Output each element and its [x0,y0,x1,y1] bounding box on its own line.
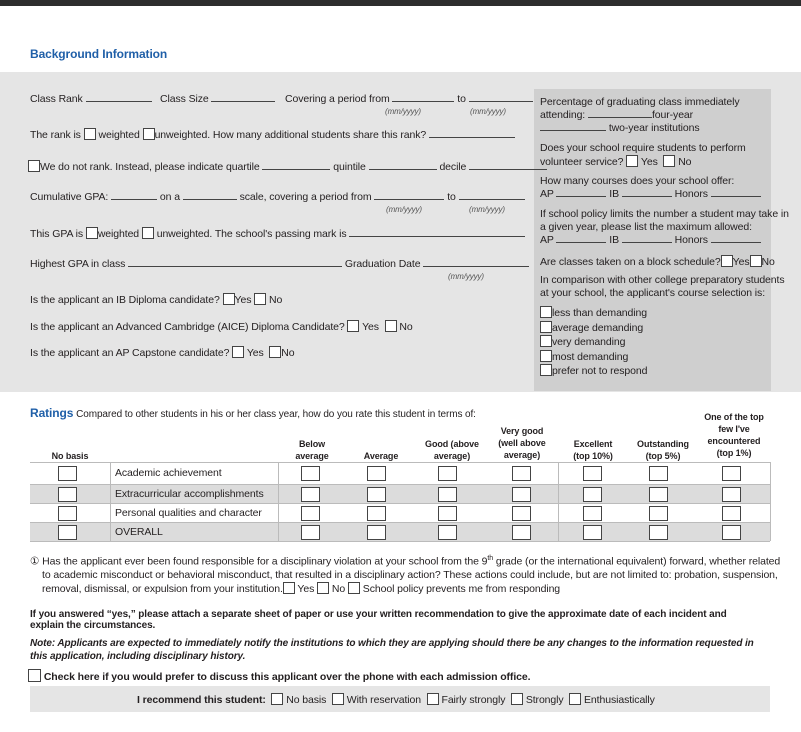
rating-box-very-good[interactable] [512,506,531,521]
recommend-checkbox[interactable] [511,693,523,705]
table-rule [30,541,770,542]
rating-row-label: Personal qualities and character [115,507,262,519]
two-year-label: two-year institutions [608,122,700,134]
course-option[interactable] [540,306,647,321]
course-option[interactable] [540,335,647,350]
col-below-average: Below average [295,439,329,461]
aice-question: Is the applicant an Advanced Cambridge (AICE) Diploma Candidate? [30,321,345,333]
quintile-label: quintile [333,161,366,173]
gpa-type-row [30,227,525,240]
decile-field[interactable] [469,161,547,170]
course-option[interactable] [540,321,647,336]
courses-ib-label: IB [609,188,620,200]
rating-box-good[interactable] [438,506,457,521]
phone-label: Check here if you would prefer to discuss this applicant over the phone with each admission office. [43,671,531,683]
ap-capstone-row [30,346,295,359]
recommend-checkbox[interactable] [332,693,344,705]
recommend-label: I recommend this student: [137,694,266,706]
quintile-field[interactable] [369,161,437,170]
two-year-field[interactable] [540,122,606,131]
block-yes-checkbox[interactable] [721,255,733,267]
course-option-checkbox[interactable] [540,335,552,347]
volunteer-question-2: volunteer service? [540,156,624,168]
discipline-policy-checkbox[interactable] [348,582,360,594]
table-rule [30,484,770,485]
phone-checkbox[interactable] [28,669,41,682]
courses-honors-label: Honors [674,188,708,200]
limit-question-1: If school policy limits the number a student may take in [540,208,789,220]
rating-box-good[interactable] [438,487,457,502]
note-block [30,637,754,663]
discipline-yes-checkbox[interactable] [283,582,295,594]
block-schedule-question: Are classes taken on a block schedule? [540,256,721,268]
grad-date-hint: (mm/yyyy) [448,272,484,281]
highest-gpa-label: Highest GPA in class [30,258,126,270]
phone-row [28,669,530,683]
gpa-weighted-label: weighted [97,228,140,240]
ap-capstone-question: Is the applicant an AP Capstone candidate? [30,347,230,359]
course-option-checkbox[interactable] [540,350,552,362]
highest-gpa-field[interactable] [128,258,342,267]
volunteer-no-checkbox[interactable] [663,155,675,167]
rating-box-outstanding[interactable] [649,487,668,502]
recommend-checkbox[interactable] [569,693,581,705]
gpa-unweighted-checkbox[interactable] [142,227,154,239]
course-option-label: very demanding [552,336,626,349]
rating-box-excellent[interactable] [583,466,602,481]
ib-yes-checkbox[interactable] [223,293,235,305]
yes-instructions [30,609,727,631]
block-yes-label: Yes [732,256,750,268]
four-year-label: four-year [651,109,694,121]
rating-box-average[interactable] [367,506,386,521]
yes-instructions-line-2: explain the circumstances. [30,620,156,631]
col-no-basis: No basis [51,451,89,461]
recommend-option: Strongly [525,694,564,706]
ap-capstone-yes-checkbox[interactable] [232,346,244,358]
discipline-question-3: removal, dismissal, or expulsion from your institution. [42,582,283,595]
limit-ib-field[interactable] [622,234,672,243]
rating-box-top[interactable] [722,525,741,540]
course-selection-question-2: at your school, the applicant's course selection is: [540,287,766,299]
gpa-is-label: This GPA is [30,228,83,240]
rating-box-no-basis[interactable] [58,466,77,481]
note-line-2: this application, including disciplinary history. [30,651,246,662]
rating-row-label: Extracurricular accomplishments [115,488,264,500]
table-divider [278,462,279,541]
table-rule [30,522,770,523]
rating-box-excellent[interactable] [583,506,602,521]
class-rank-field[interactable] [86,93,152,102]
recommend-checkbox[interactable] [427,693,439,705]
rating-row-label: Academic achievement [115,467,222,479]
courses-ap-label: AP [540,188,554,200]
volunteer-yes-checkbox[interactable] [626,155,638,167]
gpa-to-hint: (mm/yyyy) [469,205,505,214]
class-rank-row [30,93,152,105]
rank-is-label: The rank is [30,129,81,141]
no-rank-label: We do not rank. Instead, please indicate quartile [40,161,260,173]
ib-yes-label: Yes [234,294,252,306]
discipline-block [30,552,780,596]
discipline-no-checkbox[interactable] [317,582,329,594]
note-line-1: Note: Applicants are expected to immediately notify the institutions to which they are applying should there be any changes to the information requested in [30,638,754,649]
grad-date-label: Graduation Date [344,258,421,270]
ap-capstone-no-label: No [281,347,295,359]
gpa-unweighted-label: unweighted. The school's passing mark is [156,228,347,240]
table-divider [770,462,771,541]
rating-box-no-basis[interactable] [58,506,77,521]
yes-instructions-line-1: If you answered “yes,” please attach a separate sheet of paper or use your written recommendation to give the approximate date of each incident and [30,609,727,620]
ratings-subtitle: Compared to other students in his or her class year, how do you rate this student in terms of: [76,409,476,420]
rating-box-very-good[interactable] [512,466,531,481]
period-row [285,93,533,105]
table-divider [558,462,559,541]
rating-box-below-average[interactable] [301,466,320,481]
rating-box-outstanding[interactable] [649,466,668,481]
rating-box-very-good[interactable] [512,525,531,540]
shared-rank-field[interactable] [429,129,515,138]
col-top: One of the top few I've encountered (top 1%) [704,412,764,458]
passing-mark-field[interactable] [349,228,525,237]
aice-no-checkbox[interactable] [385,320,397,332]
aice-yes-label: Yes [362,321,379,333]
grad-pct-label: Percentage of graduating class immediately [540,96,740,108]
limit-honors-label: Honors [674,234,708,246]
rating-box-below-average[interactable] [301,525,320,540]
ap-capstone-yes-label: Yes [246,347,264,359]
courses-question: How many courses does your school offer: [540,175,735,187]
volunteer-block [540,142,746,169]
courses-block [540,175,761,201]
rating-box-top[interactable] [722,506,741,521]
rating-row-label: OVERALL [115,526,163,538]
ratings-header [30,406,476,420]
table-rule [30,503,770,504]
period-from-field[interactable] [392,93,454,102]
recommend-checkbox[interactable] [271,693,283,705]
rank-weighted-label: weighted [98,129,140,141]
rating-box-very-good[interactable] [512,487,531,502]
ib-row [30,293,282,306]
courses-ap-field[interactable] [556,188,606,197]
gpa-period-to-field[interactable] [459,191,525,200]
course-option-checkbox[interactable] [540,321,552,333]
discipline-policy-label: School policy prevents me from responding [362,582,561,595]
rank-weighted-checkbox[interactable] [84,128,96,140]
course-option-label: prefer not to respond [552,365,648,378]
aice-yes-checkbox[interactable] [347,320,359,332]
col-very-good: Very good (well above average) [498,426,546,460]
course-selection-question-1: In comparison with other college preparatory students [540,274,785,286]
limit-ap-field[interactable] [556,234,606,243]
rating-box-good[interactable] [438,525,457,540]
col-outstanding: Outstanding (top 5%) [637,439,689,461]
gpa-scale-field[interactable] [183,191,237,200]
courses-ib-field[interactable] [622,188,672,197]
col-good: Good (above average) [425,439,479,461]
ib-no-label: No [269,294,283,306]
volunteer-question-1: Does your school require students to perform [540,142,746,154]
rating-box-top[interactable] [722,466,741,481]
period-to-hint: (mm/yyyy) [470,107,506,116]
rating-box-average[interactable] [367,525,386,540]
rating-box-no-basis[interactable] [58,525,77,540]
limit-honors-field[interactable] [711,234,761,243]
course-option-checkbox[interactable] [540,364,552,376]
course-option-label: average demanding [552,321,644,334]
limit-block [540,208,789,247]
scale-period-label: scale, covering a period from [239,191,372,203]
course-option-label: most demanding [552,350,629,363]
period-label: Covering a period from [285,93,390,105]
col-average: Average [363,451,399,461]
course-option[interactable] [540,364,647,379]
grad-pct-block [540,96,740,135]
class-size-field[interactable] [211,93,275,102]
aice-no-label: No [399,321,413,333]
top-bar [0,0,801,6]
class-rank-label: Class Rank [30,93,83,105]
rating-box-excellent[interactable] [583,487,602,502]
info-icon: ① [30,555,40,568]
decile-label: decile [439,161,467,173]
no-rank-row [28,160,547,173]
aice-row [30,320,413,333]
ratings-title: Ratings [30,406,74,420]
course-selection-block [540,274,785,300]
gpa-weighted-checkbox[interactable] [86,227,98,239]
period-to-label: to [457,93,466,105]
ib-no-checkbox[interactable] [254,293,266,305]
recommend-row [137,693,655,706]
class-size-label: Class Size [160,93,209,105]
rank-unweighted-label: unweighted. How many additional students share this rank? [154,129,427,141]
limit-ib-label: IB [609,234,620,246]
rating-box-average[interactable] [367,466,386,481]
block-schedule-row [540,255,775,268]
class-size-row [160,93,275,105]
gpa-period-to-label: to [447,191,456,203]
course-option-label: less than demanding [552,307,647,319]
rating-box-below-average[interactable] [301,487,320,502]
limit-ap-label: AP [540,234,554,246]
discipline-question-1b: grade (or the international equivalent) forward, whether related [493,555,781,568]
discipline-yes-label: Yes [297,582,315,595]
col-excellent: Excellent (top 10%) [573,439,613,461]
discipline-question-2: to academic misconduct or behavioral misconduct, that resulted in a disciplinary action? These actions could include, but are not limited to: probation, suspension, [42,568,778,581]
no-rank-checkbox[interactable] [28,160,40,172]
recommend-option: No basis [286,694,327,706]
four-year-field[interactable] [588,109,652,118]
rating-box-no-basis[interactable] [58,487,77,502]
discipline-question-1a: Has the applicant ever been found responsible for a disciplinary violation at your school from the 9 [42,555,488,568]
rating-box-good[interactable] [438,466,457,481]
courses-honors-field[interactable] [711,188,761,197]
recommend-option: With reservation [346,694,422,706]
volunteer-yes-label: Yes [640,156,658,168]
course-option-checkbox[interactable] [540,306,552,318]
course-selection-options [540,306,647,379]
block-no-checkbox[interactable] [750,255,762,267]
rating-box-top[interactable] [722,487,741,502]
block-no-label: No [761,256,775,268]
period-to-field[interactable] [469,93,533,102]
gpa-period-from-field[interactable] [374,191,444,200]
rank-type-row [30,128,515,141]
gpa-from-hint: (mm/yyyy) [386,205,422,214]
recommend-option: Enthusiastically [584,694,655,706]
rating-box-below-average[interactable] [301,506,320,521]
discipline-no-label: No [331,582,346,595]
rating-box-average[interactable] [367,487,386,502]
limit-question-2: a given year, please list the maximum allowed: [540,221,752,233]
highest-gpa-row [30,258,529,270]
period-from-hint: (mm/yyyy) [385,107,421,116]
on-a-label: on a [159,191,180,203]
discipline-sup: th [487,555,494,562]
rating-box-excellent[interactable] [583,525,602,540]
ib-question: Is the applicant an IB Diploma candidate? [30,294,220,306]
rating-box-outstanding[interactable] [649,506,668,521]
table-divider [110,462,111,541]
rating-box-outstanding[interactable] [649,525,668,540]
ap-capstone-no-checkbox[interactable] [269,346,281,358]
cum-gpa-label: Cumulative GPA: [30,191,109,203]
volunteer-no-label: No [678,156,692,168]
section-title-background: Background Information [30,47,168,61]
cum-gpa-row [30,191,525,203]
rank-unweighted-checkbox[interactable] [143,128,155,140]
table-rule [30,462,770,463]
cum-gpa-field[interactable] [111,191,157,200]
recommend-option: Fairly strongly [441,694,506,706]
course-option[interactable] [540,350,647,365]
quartile-field[interactable] [262,161,330,170]
attending-label: attending: [540,109,586,121]
grad-date-field[interactable] [423,258,529,267]
